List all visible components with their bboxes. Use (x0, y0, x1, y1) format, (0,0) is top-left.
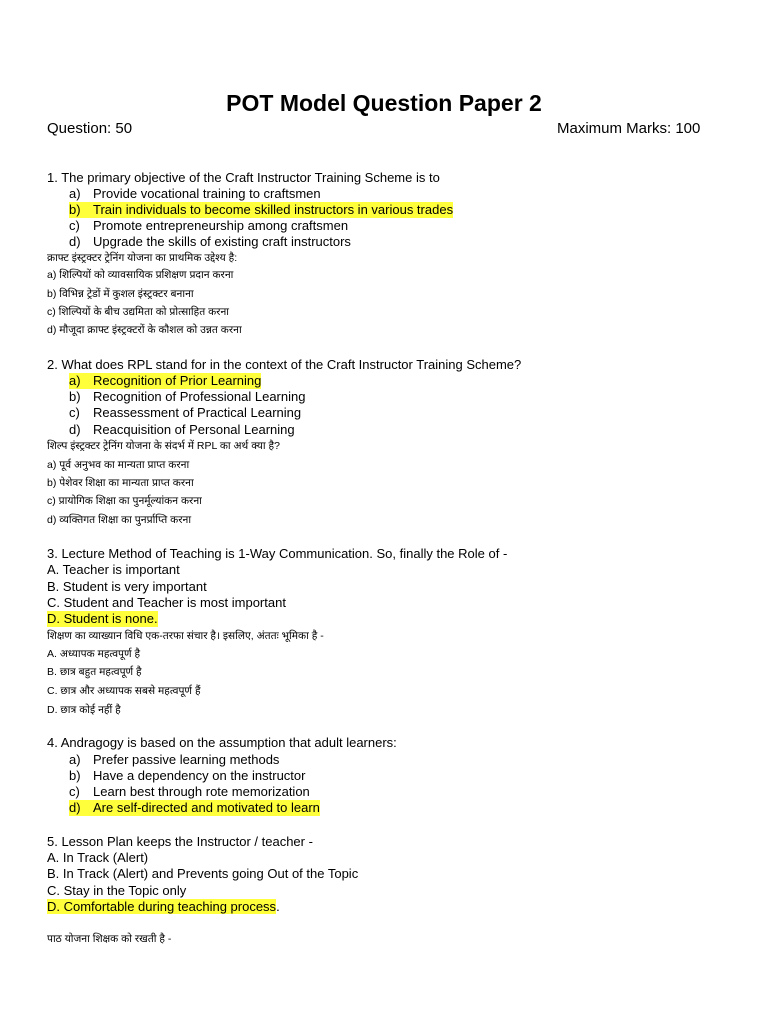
option-text: Promote entrepreneurship among craftsmen (93, 218, 349, 233)
option-letter: b) (69, 202, 81, 217)
question-3-hindi-prompt: शिक्षण का व्याख्यान विधि एक-तरफा संचार है। इसलिए, अंततः भूमिका है - (47, 630, 324, 642)
option-letter: d) (69, 800, 81, 815)
question-3-hindi-option-d: D. छात्र कोई नहीं है (47, 704, 121, 716)
question-4-option-a (69, 752, 279, 768)
question-1-option-a (69, 186, 321, 202)
question-2-hindi-option-a: a) पूर्व अनुभव का मान्यता प्राप्त करना (47, 459, 190, 471)
option-text: Provide vocational training to craftsmen (93, 186, 321, 201)
question-5-prompt: 5. Lesson Plan keeps the Instructor / teacher - (47, 834, 313, 849)
question-3-hindi-option-c: C. छात्र और अध्यापक सबसे महत्वपूर्ण हैं (47, 685, 201, 697)
option-letter: d) (69, 422, 81, 437)
question-2-prompt: 2. What does RPL stand for in the context of the Craft Instructor Training Scheme? (47, 357, 522, 372)
page-title: POT Model Question Paper 2 (226, 90, 542, 116)
option-text: Have a dependency on the instructor (93, 768, 306, 783)
question-5-option-d-answer (47, 899, 280, 915)
option-letter: a) (69, 186, 81, 201)
question-2-option-b (69, 389, 305, 405)
question-1-hindi-option-b: b) विभिन्न ट्रेडों में कुशल इंस्ट्रक्टर बनाना (47, 288, 194, 300)
question-3-prompt: 3. Lecture Method of Teaching is 1-Way Communication. So, finally the Role of - (47, 546, 508, 561)
question-1-hindi-option-a: a) शिल्पियों को व्यावसायिक प्रशिक्षण प्रदान करना (47, 269, 234, 281)
question-4-option-d-answer (69, 800, 320, 816)
question-2-option-d (69, 422, 295, 438)
question-3-hindi-option-b: B. छात्र बहुत महत्वपूर्ण है (47, 666, 142, 678)
option-text: Upgrade the skills of existing craft instructors (93, 234, 351, 249)
question-4-prompt: 4. Andragogy is based on the assumption that adult learners: (47, 735, 397, 750)
question-3-option-a: A. Teacher is important (47, 562, 180, 577)
option-letter: b) (69, 768, 81, 783)
question-5-option-a: A. In Track (Alert) (47, 850, 149, 865)
highlighted-answer: D. Comfortable during teaching process (47, 899, 277, 914)
option-letter: c) (69, 405, 80, 420)
option-letter: a) (69, 752, 81, 767)
question-3-option-d-answer: D. Student is none. (47, 611, 158, 626)
option-letter: a) (69, 373, 81, 388)
option-text: Recognition of Professional Learning (93, 389, 306, 404)
question-1-option-c (69, 218, 348, 234)
question-1-hindi-option-c: c) शिल्पियों के बीच उद्यमिता को प्रोत्साहित करना (47, 306, 230, 318)
option-text: Learn best through rote memorization (93, 784, 310, 799)
question-3-hindi-option-a: A. अध्यापक महत्वपूर्ण है (47, 648, 141, 660)
question-2-hindi-option-d: d) व्यक्तिगत शिक्षा का पुनर्प्राप्ति करना (47, 514, 192, 526)
answer-suffix: . (276, 899, 280, 914)
question-5-option-b: B. In Track (Alert) and Prevents going Out of the Topic (47, 866, 359, 881)
question-2-hindi-prompt: शिल्प इंस्ट्रक्टर ट्रेनिंग योजना के संदर्भ में RPL का अर्थ क्या है? (47, 440, 280, 452)
maximum-marks: Maximum Marks: 100 (557, 120, 701, 137)
question-1-hindi-option-d: d) मौजूदा क्राफ्ट इंस्ट्रक्टरों के कौशल को उन्नत करना (47, 324, 242, 336)
question-2-option-c (69, 405, 301, 421)
question-2-hindi-option-b: b) पेशेवर शिक्षा का मान्यता प्राप्त करना (47, 477, 194, 489)
option-text: Reassessment of Practical Learning (93, 405, 302, 420)
option-letter: d) (69, 234, 81, 249)
option-letter: c) (69, 784, 80, 799)
question-4-option-c (69, 784, 310, 800)
question-2-option-a-answer (69, 373, 261, 389)
question-1-prompt: 1. The primary objective of the Craft Instructor Training Scheme is to (47, 170, 440, 185)
question-1-option-d (69, 234, 351, 250)
question-1-option-b-answer (69, 202, 453, 218)
question-count: Question: 50 (47, 120, 133, 137)
option-letter: b) (69, 389, 81, 404)
option-text: Are self-directed and motivated to learn (93, 800, 320, 815)
question-5-hindi-prompt: पाठ योजना शिक्षक को रखती है - (47, 933, 172, 945)
option-text: Train individuals to become skilled instructors in various trades (93, 202, 454, 217)
question-1-hindi-prompt: क्राफ्ट इंस्ट्रक्टर ट्रेनिंग योजना का प्राथमिक उद्देश्य है: (47, 252, 238, 264)
option-letter: c) (69, 218, 80, 233)
question-3-option-b: B. Student is very important (47, 579, 207, 594)
question-5-option-c: C. Stay in the Topic only (47, 883, 187, 898)
question-3-option-c: C. Student and Teacher is most important (47, 595, 286, 610)
option-text: Prefer passive learning methods (93, 752, 280, 767)
question-4-option-b (69, 768, 305, 784)
question-2-hindi-option-c: c) प्रायोगिक शिक्षा का पुनर्मूल्यांकन करना (47, 495, 202, 507)
option-text: Recognition of Prior Learning (93, 373, 262, 388)
option-text: Reacquisition of Personal Learning (93, 422, 295, 437)
